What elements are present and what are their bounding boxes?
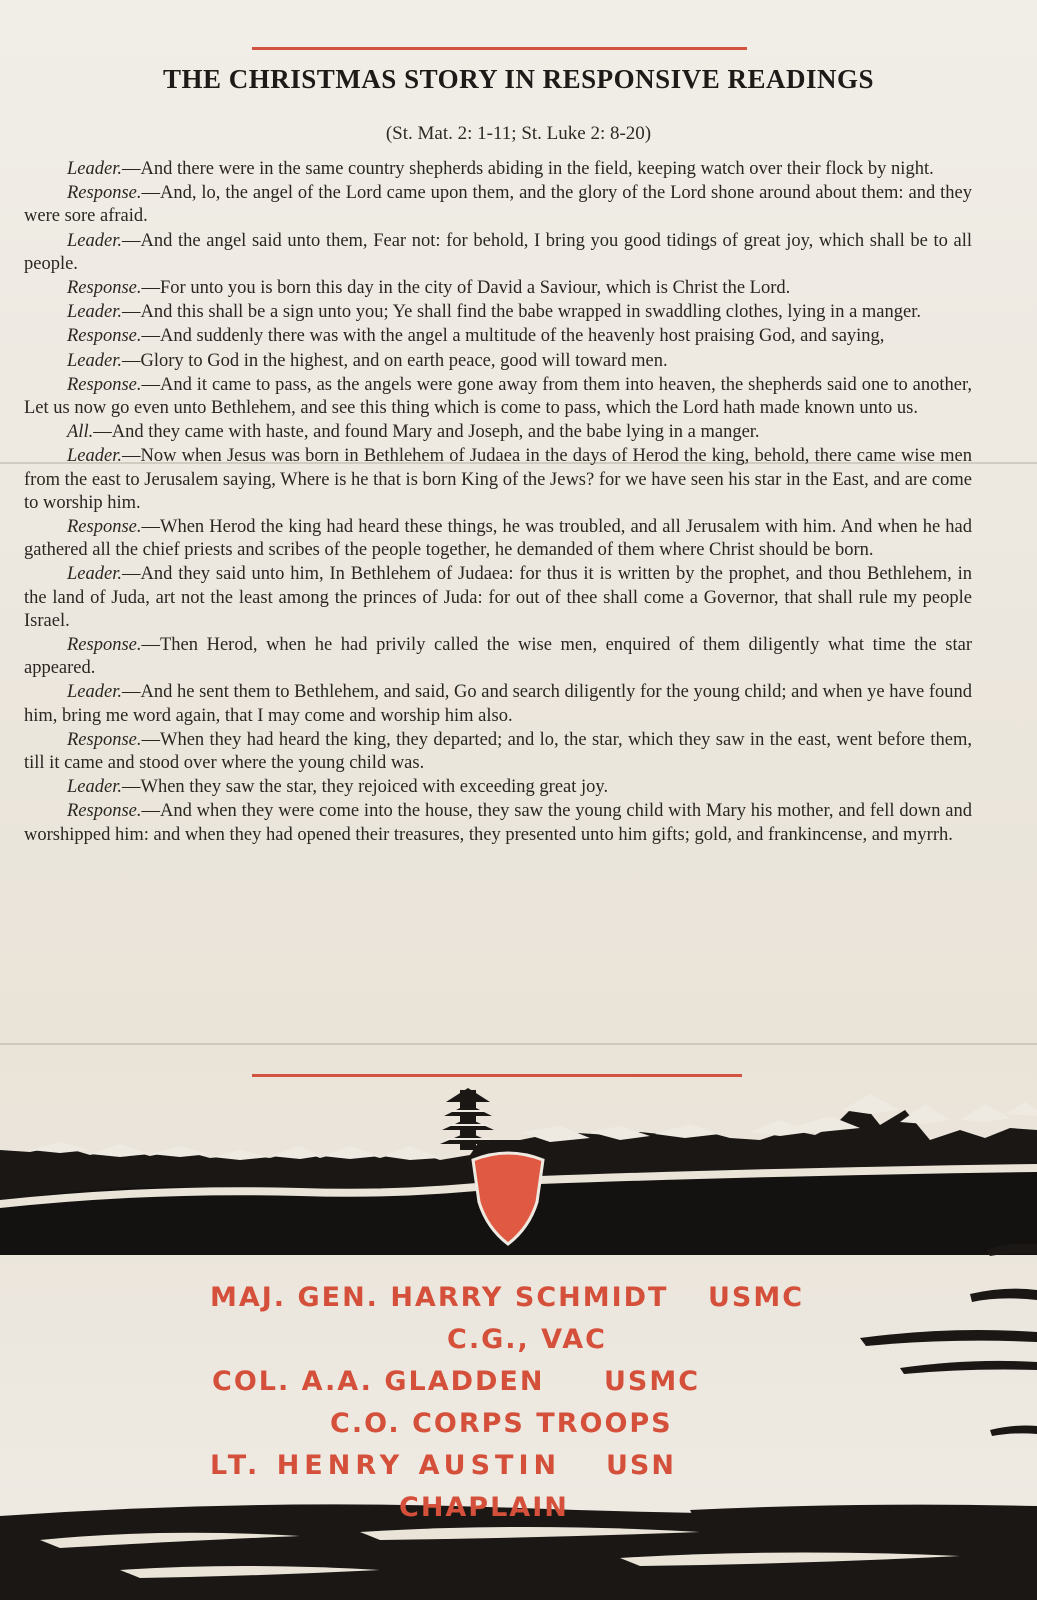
reading-text: —When they had heard the king, they departed; and lo, the star, which they saw in the east, went before them, till it came and stood over where the young child was. [24,729,972,774]
reading-text: —And suddenly there was with the angel a multitude of the heavenly host praising God, and saying, [141,326,885,347]
reading-text: —And this shall be a sign unto you; Ye shall find the babe wrapped in swaddling clothes, lying in a manger. [122,302,921,323]
reading-paragraph [24,681,972,727]
reading-text: —And when they were come into the house, they saw the young child with Mary his mother, and fell down and worshipped him: and when they had opened their treasures, they presented unto him gifts; gold, and frankincense, and myrrh. [24,801,972,845]
credit-service: USMC [708,1282,805,1313]
reading-paragraph [24,230,972,276]
credit-line [330,1408,673,1439]
reading-paragraph [24,301,972,324]
reading-speaker: Response. [67,801,142,822]
reading-paragraph [24,800,972,846]
reading-text: —And it came to pass, as the angels were gone away from them into heaven, the shepherds said one to another, Let us now go even unto Bethlehem, and see this thing which is come to pass, which the Lord hath made known unto us. [24,374,972,419]
reading-paragraph [24,158,972,181]
reading-text: —And, lo, the angel of the Lord came upon them, and the glory of the Lord shone around about them: and they were sore afraid. [24,183,972,227]
top-red-rule [252,47,747,50]
credit-line [210,1450,676,1481]
responsive-readings [24,158,972,848]
reading-speaker: Leader. [67,302,122,323]
reading-text: —For unto you is born this day in the city of David a Saviour, which is Christ the Lord. [141,278,791,299]
reading-text: —And they said unto him, In Bethlehem of Judaea: for thus it is written by the prophet, and thou Bethlehem, in the land of Juda, art not the least among the princes of Juda: for out of thee shall come a Governor, that shall rule my people Israel. [24,564,972,631]
reading-paragraph [24,350,972,373]
reading-text: —And they came with haste, and found Mary and Joseph, and the babe lying in a manger. [93,422,760,443]
reading-paragraph [24,277,972,300]
scripture-reference: (St. Mat. 2: 1-11; St. Luke 2: 8-20) [385,123,652,144]
credit-line [399,1492,569,1523]
reading-paragraph [24,182,972,228]
reading-speaker: Leader. [67,446,122,467]
credit-name: MAJ. GEN. HARRY SCHMIDT [210,1282,669,1313]
shield-emblem-icon [469,1146,547,1246]
credit-name: COL. A.A. GLADDEN [212,1366,545,1397]
reading-paragraph [24,776,972,799]
reading-speaker: Leader. [67,350,122,371]
credit-service: USN [606,1450,676,1481]
reading-paragraph [24,516,972,562]
credit-name: LT. HENRY AUSTIN [210,1450,562,1481]
credit-name: C.O. CORPS TROOPS [330,1408,673,1439]
middle-red-rule [252,1074,742,1077]
reading-paragraph [24,729,972,775]
paper-fold-line [0,1043,1037,1045]
reading-paragraph [24,634,972,680]
reading-speaker: Response. [67,326,142,347]
reading-speaker: All. [67,422,94,443]
reading-paragraph [24,374,972,420]
credit-line [212,1366,701,1397]
reading-speaker: Leader. [67,230,122,251]
reading-paragraph [24,445,972,515]
reading-speaker: Leader. [67,777,122,798]
reading-paragraph [24,563,972,633]
reading-text: —And there were in the same country shepherds abiding in the field, keeping watch over their flock by night. [122,159,934,179]
reading-text: —When Herod the king had heard these things, he was troubled, and all Jerusalem with him. And when he had gathered all the chief priests and scribes of the people together, he demanded of them where Christ should be born. [24,517,972,561]
reading-text: —And he sent them to Bethlehem, and said, Go and search diligently for the young child; and when ye have found him, bring me word again, that I may come and worship him also. [24,682,972,726]
reading-speaker: Response. [67,183,142,204]
reading-text: —Glory to God in the highest, and on earth peace, good will toward men. [122,350,668,371]
reading-text: —Then Herod, when he had privily called the wise men, enquired of them diligently what time the star appeared. [24,635,972,679]
reading-speaker: Response. [67,729,142,750]
reading-text: —Now when Jesus was born in Bethlehem of Judaea in the days of Herod the king, behold, there came wise men from the east to Jerusalem saying, Where is he that is born King of the Jews? for we have seen his star in the East, and are come to worship him. [24,446,972,513]
credit-service: USMC [604,1366,701,1397]
credit-line [210,1282,805,1313]
reading-speaker: Response. [67,374,142,395]
credit-name: CHAPLAIN [399,1492,569,1523]
credit-line [447,1324,607,1355]
reading-speaker: Leader. [67,682,122,703]
reading-speaker: Leader. [67,159,122,179]
page-title: THE CHRISTMAS STORY IN RESPONSIVE READINGS [163,64,874,94]
reading-paragraph [24,421,972,444]
reading-speaker: Response. [67,278,142,299]
credit-name: C.G., VAC [447,1324,607,1355]
reading-speaker: Response. [67,635,142,656]
reading-speaker: Response. [67,517,142,538]
reading-text: —And the angel said unto them, Fear not: for behold, I bring you good tidings of great joy, which shall be to all people. [24,230,972,274]
reading-speaker: Leader. [67,564,122,585]
reading-paragraph [24,325,972,348]
reading-text: —When they saw the star, they rejoiced with exceeding great joy. [122,777,609,798]
